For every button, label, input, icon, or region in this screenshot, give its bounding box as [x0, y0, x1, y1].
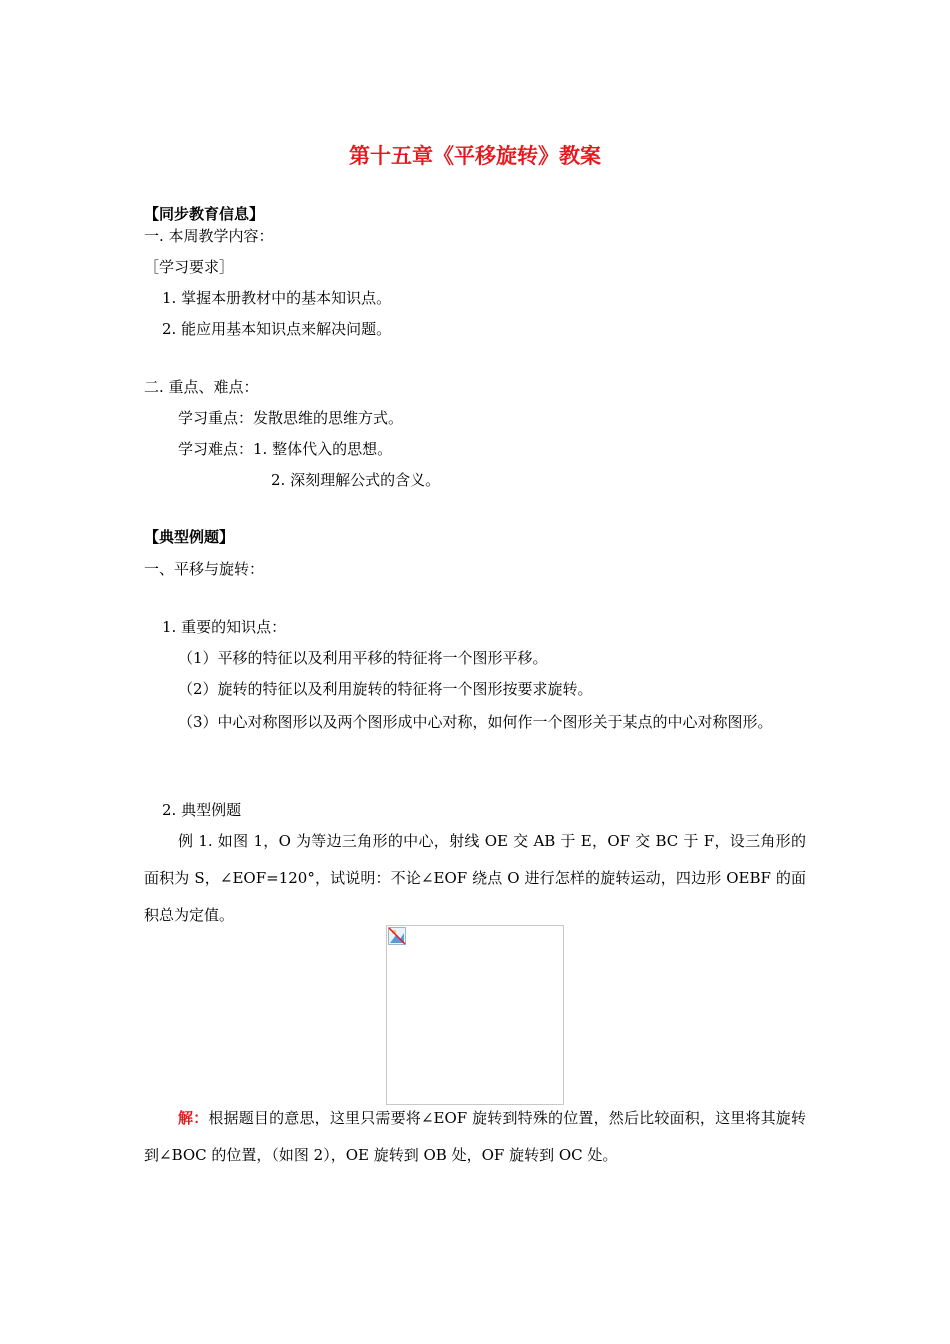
knowledge-point-2: （2）旋转的特征以及利用旋转的特征将一个图形按要求旋转。 — [178, 680, 593, 698]
solution-label: 解： — [178, 1109, 209, 1127]
solution-text: 根据题目的意思，这里只需要将∠EOF 旋转到特殊的位置，然后比较面积，这里将其旋转到∠BOC 的位置，（如图 2），OE 旋转到 OB 处，OF 旋转到 OC 处。 — [144, 1109, 806, 1164]
item-key-points: 二. 重点、难点： — [144, 378, 259, 396]
section-heading-examples: 【典型例题】 — [144, 528, 235, 546]
figure-1-image — [386, 925, 564, 1105]
section-heading-sync-info: 【同步教育信息】 — [144, 205, 265, 223]
examples-label: 2. 典型例题 — [162, 801, 242, 819]
key-point-text: 学习重点：发散思维的思维方式。 — [178, 409, 404, 427]
requirements-label: ［学习要求］ — [144, 258, 235, 276]
requirement-1: 1. 掌握本册教材中的基本知识点。 — [162, 289, 392, 307]
knowledge-point-1: （1）平移的特征以及利用平移的特征将一个图形平移。 — [178, 649, 548, 667]
difficulty-2: 2. 深刻理解公式的含义。 — [271, 471, 441, 489]
example-1-text: 例 1. 如图 1，O 为等边三角形的中心，射线 OE 交 AB 于 E，OF 交 BC 于 F，设三角形的面积为 S，∠EOF=120°，试说明：不论∠EOF 绕点 O 进行怎样的旋转运动，四边形 OEBF 的面积总为定值。 — [144, 832, 806, 924]
requirement-2: 2. 能应用基本知识点来解决问题。 — [162, 320, 392, 338]
difficulty-1: 学习难点：1. 整体代入的思想。 — [178, 440, 393, 458]
topic-translation-rotation: 一、平移与旋转： — [144, 560, 265, 578]
solution-paragraph — [144, 1100, 806, 1174]
page-title: 第十五章《平移旋转》教案 — [349, 144, 601, 168]
item-teaching-content: 一. 本周教学内容： — [144, 227, 274, 245]
broken-image-icon — [388, 927, 406, 945]
knowledge-point-3: （3）中心对称图形以及两个图形成中心对称，如何作一个图形关于某点的中心对称图形。 — [178, 713, 773, 731]
knowledge-label: 1. 重要的知识点： — [162, 618, 287, 636]
